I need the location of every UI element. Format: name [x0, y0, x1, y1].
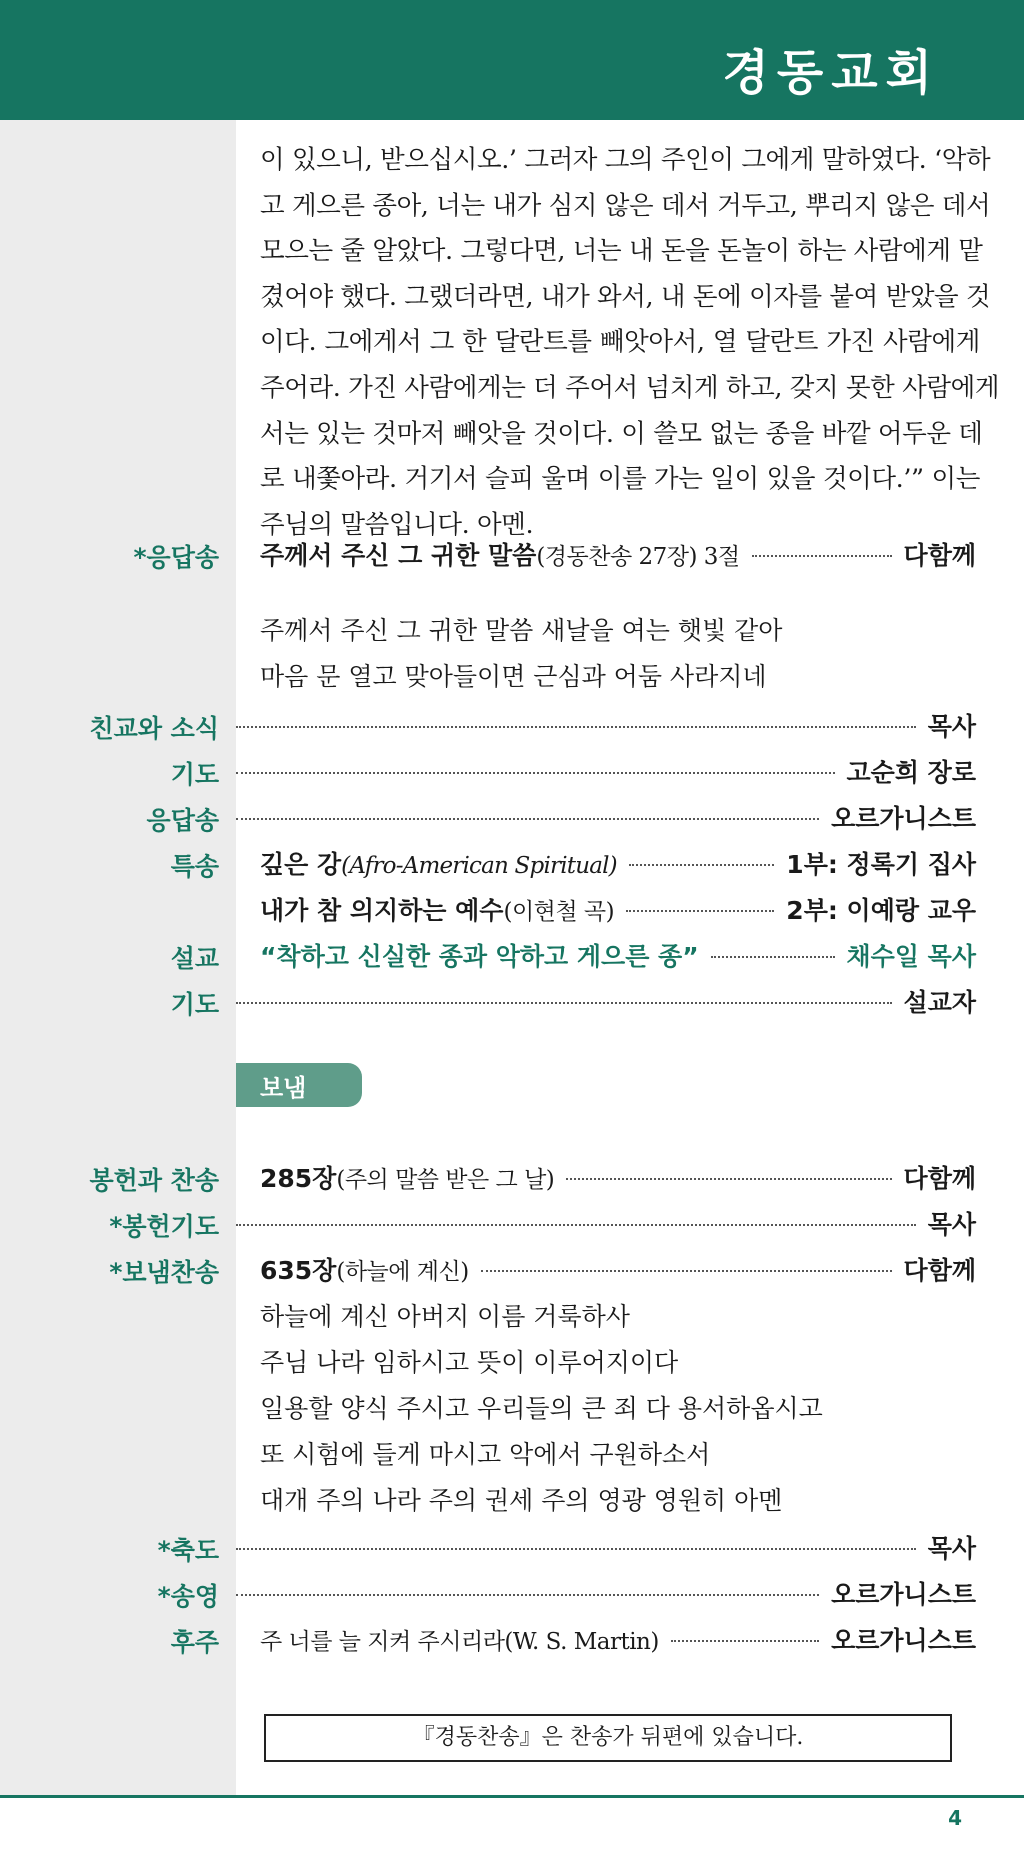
hymn-title: 285장(주의 말씀 받은 그 날)	[260, 1164, 555, 1193]
item-performer: 목사	[927, 1534, 976, 1563]
item-label: *봉헌기도	[109, 1212, 219, 1241]
sermon-title: “착하고 신실한 종과 악하고 게으른 종”	[260, 942, 699, 971]
prayer-row	[0, 751, 1024, 791]
item-label: 특송	[170, 852, 219, 881]
fellowship-row	[0, 705, 1024, 745]
offering-prayer-row	[0, 1203, 1024, 1243]
leader-dots	[236, 1548, 916, 1550]
item-content	[236, 707, 976, 743]
item-label: 친교와 소식	[89, 714, 219, 743]
item-performer: 고순희 장로	[846, 758, 976, 787]
benediction-row	[0, 1527, 1024, 1567]
scripture-text	[260, 138, 1000, 548]
offering-row	[0, 1157, 1024, 1197]
item-performer: 오르가니스트	[831, 1626, 976, 1655]
item-performer: 1부: 정록기 집사	[786, 850, 976, 879]
leader-dots	[711, 956, 835, 958]
lyric-line: 일용할 양식 주시고 우리들의 큰 죄 다 용서하옵시고	[260, 1394, 823, 1423]
item-content	[260, 536, 976, 572]
leader-dots	[752, 555, 892, 557]
item-label: 응답송	[146, 806, 219, 835]
lyric-line: 또 시험에 들게 마시고 악에서 구원하소서	[260, 1440, 711, 1469]
item-performer: 다함께	[903, 541, 976, 570]
item-label: 기도	[170, 990, 219, 1019]
footer-divider	[0, 1795, 1024, 1798]
leader-dots	[626, 910, 774, 912]
section-tab-sending: 보냄	[236, 1063, 362, 1107]
song-title: 내가 참 의지하는 예수(이현철 곡)	[260, 896, 615, 925]
header-bar	[0, 0, 1024, 120]
page-number: 4	[948, 1806, 962, 1830]
leader-dots	[481, 1270, 892, 1272]
prayer-row-2	[0, 981, 1024, 1021]
item-performer: 오르가니스트	[831, 1580, 976, 1609]
item-label: 설교	[170, 944, 219, 973]
hymn-title: 주께서 주신 그 귀한 말씀(경동찬송 27장) 3절	[260, 541, 740, 570]
responsive-hymn-row	[0, 534, 1024, 574]
leader-dots	[236, 1224, 916, 1226]
lyric-line: 주께서 주신 그 귀한 말씀 새날을 여는 햇빛 같아	[260, 616, 783, 645]
item-label: *보냄찬송	[109, 1258, 219, 1287]
item-content	[260, 845, 976, 881]
item-content	[260, 937, 976, 973]
doxology-row	[0, 1573, 1024, 1613]
item-label: *송영	[157, 1582, 219, 1611]
scripture-line: 모으는 줄 알았다. 그렇다면, 너는 내 돈을 돈놀이 하는 사람에게 맡	[260, 236, 983, 267]
lyric-line: 마음 문 열고 맞아들이면 근심과 어둠 사라지네	[260, 662, 767, 691]
lyric-line: 대개 주의 나라 주의 권세 주의 영광 영원히 아멘	[260, 1486, 783, 1515]
response-row	[0, 797, 1024, 837]
item-content	[260, 891, 976, 927]
item-content	[236, 799, 976, 835]
item-content	[260, 1251, 976, 1287]
item-label: 후주	[170, 1628, 219, 1657]
scripture-line: 겼어야 했다. 그랬더라면, 내가 와서, 내 돈에 이자를 붙여 받았을 것	[260, 281, 991, 312]
leader-dots	[236, 726, 916, 728]
scripture-line: 주님의 말씀입니다. 아멘.	[260, 509, 534, 540]
leader-dots	[236, 772, 835, 774]
sending-hymn-row	[0, 1249, 1024, 1289]
hymn-title: 635장(하늘에 계신)	[260, 1256, 469, 1285]
item-performer: 오르가니스트	[831, 804, 976, 833]
lyric-line: 주님 나라 임하시고 뜻이 이루어지이다	[260, 1348, 679, 1377]
scripture-line: 이 있으니, 받으십시오.’ 그러자 그의 주인이 그에게 말하였다. ‘악하	[260, 145, 991, 175]
special-song-row-2	[0, 889, 1024, 929]
scripture-line: 주어라. 가진 사람에게는 더 주어서 넘치게 하고, 갖지 못한 사람에게	[260, 372, 1000, 403]
item-performer: 설교자	[903, 988, 976, 1017]
item-content	[236, 1205, 976, 1241]
scripture-line: 로 내쫓아라. 거기서 슬피 울며 이를 가는 일이 있을 것이다.’” 이는	[260, 464, 980, 495]
item-label: *축도	[157, 1536, 219, 1565]
leader-dots	[236, 1002, 892, 1004]
special-song-row	[0, 843, 1024, 883]
leader-dots	[236, 818, 819, 820]
leader-dots	[236, 1594, 819, 1596]
item-performer: 다함께	[903, 1256, 976, 1285]
item-content	[236, 1529, 976, 1565]
item-performer: 목사	[927, 712, 976, 741]
lyric-line: 하늘에 계신 아버지 이름 거룩하사	[260, 1302, 630, 1331]
postlude-row	[0, 1619, 1024, 1659]
song-title: 깊은 강(Afro-American Spiritual)	[260, 850, 617, 879]
scripture-line: 고 게으른 종아, 너는 내가 심지 않은 데서 거두고, 뿌리지 않은 데서	[260, 190, 991, 221]
leader-dots	[671, 1640, 819, 1642]
item-performer: 다함께	[903, 1164, 976, 1193]
item-label: 봉헌과 찬송	[89, 1166, 219, 1195]
item-performer: 목사	[927, 1210, 976, 1239]
hymnal-notice: 『경동찬송』은 찬송가 뒤편에 있습니다.	[264, 1714, 952, 1762]
item-content	[236, 1575, 976, 1611]
item-performer: 2부: 이예랑 교우	[786, 896, 976, 925]
church-name: 경동교회	[722, 45, 940, 101]
item-content	[236, 753, 976, 789]
item-content	[260, 1621, 976, 1657]
item-label: *응답송	[133, 543, 219, 572]
preacher: 채수일 목사	[846, 942, 976, 971]
scripture-line: 서는 있는 것마저 빼앗을 것이다. 이 쓸모 없는 종을 바깥 어두운 데	[260, 418, 983, 449]
item-label: 기도	[170, 760, 219, 789]
item-content	[236, 983, 976, 1019]
leader-dots	[629, 864, 774, 866]
sermon-row	[0, 935, 1024, 975]
leader-dots	[566, 1178, 891, 1180]
song-title: 주 너를 늘 지켜 주시리라(W. S. Martin)	[260, 1629, 659, 1655]
item-content	[260, 1159, 976, 1195]
scripture-line: 이다. 그에게서 그 한 달란트를 빼앗아서, 열 달란트 가진 사람에게	[260, 327, 980, 358]
